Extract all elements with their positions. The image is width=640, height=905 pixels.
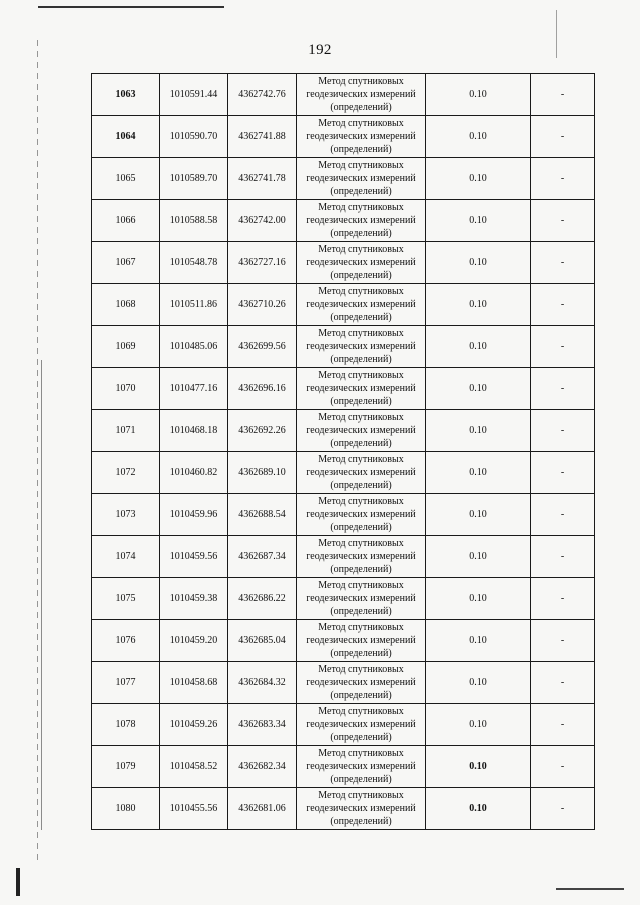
- method-line: Метод спутниковых: [318, 244, 404, 255]
- y-coordinate-cell: 4362682.34: [228, 746, 297, 788]
- method-cell: [297, 662, 426, 704]
- table-row: [92, 620, 595, 662]
- point-number-cell: 1072: [92, 452, 160, 494]
- x-coordinate-cell: 1010468.18: [160, 410, 228, 452]
- x-coordinate-cell: 1010459.20: [160, 620, 228, 662]
- x-coordinate-cell: 1010511.86: [160, 284, 228, 326]
- y-coordinate-cell: 4362742.76: [228, 74, 297, 116]
- point-number-cell: 1074: [92, 536, 160, 578]
- table-row: [92, 536, 595, 578]
- note-cell: -: [531, 116, 595, 158]
- table-row: [92, 116, 595, 158]
- x-coordinate-cell: 1010590.70: [160, 116, 228, 158]
- y-coordinate-cell: 4362685.04: [228, 620, 297, 662]
- point-number-cell: 1063: [92, 74, 160, 116]
- method-line: геодезических измерений: [306, 425, 416, 436]
- method-line: Метод спутниковых: [318, 496, 404, 507]
- point-number-cell: 1071: [92, 410, 160, 452]
- method-cell: [297, 536, 426, 578]
- accuracy-cell: 0.10: [426, 410, 531, 452]
- point-number-cell: 1067: [92, 242, 160, 284]
- y-coordinate-cell: 4362727.16: [228, 242, 297, 284]
- point-number-cell: 1070: [92, 368, 160, 410]
- y-coordinate-cell: 4362696.16: [228, 368, 297, 410]
- method-line: геодезических измерений: [306, 803, 416, 814]
- method-line: Метод спутниковых: [318, 748, 404, 759]
- accuracy-cell: 0.10: [426, 578, 531, 620]
- x-coordinate-cell: 1010477.16: [160, 368, 228, 410]
- method-line: геодезических измерений: [306, 131, 416, 142]
- method-line: геодезических измерений: [306, 467, 416, 478]
- method-line: Метод спутниковых: [318, 580, 404, 591]
- point-number-cell: 1075: [92, 578, 160, 620]
- method-cell: [297, 242, 426, 284]
- note-cell: -: [531, 704, 595, 746]
- method-line: Метод спутниковых: [318, 706, 404, 717]
- accuracy-cell: 0.10: [426, 284, 531, 326]
- method-line: Метод спутниковых: [318, 664, 404, 675]
- method-line: (определений): [330, 606, 392, 617]
- note-cell: -: [531, 620, 595, 662]
- note-cell: -: [531, 158, 595, 200]
- method-line: (определений): [330, 522, 392, 533]
- x-coordinate-cell: 1010459.38: [160, 578, 228, 620]
- method-line: геодезических измерений: [306, 593, 416, 604]
- x-coordinate-cell: 1010548.78: [160, 242, 228, 284]
- method-cell: [297, 116, 426, 158]
- method-line: Метод спутниковых: [318, 538, 404, 549]
- method-cell: [297, 200, 426, 242]
- accuracy-cell: 0.10: [426, 326, 531, 368]
- x-coordinate-cell: 1010459.96: [160, 494, 228, 536]
- y-coordinate-cell: 4362688.54: [228, 494, 297, 536]
- scan-artifact-left-margin: [37, 40, 38, 860]
- accuracy-cell: 0.10: [426, 536, 531, 578]
- method-line: Метод спутниковых: [318, 370, 404, 381]
- method-line: Метод спутниковых: [318, 286, 404, 297]
- note-cell: -: [531, 326, 595, 368]
- x-coordinate-cell: 1010460.82: [160, 452, 228, 494]
- method-cell: [297, 494, 426, 536]
- method-line: Метод спутниковых: [318, 454, 404, 465]
- method-cell: [297, 578, 426, 620]
- method-line: геодезических измерений: [306, 551, 416, 562]
- note-cell: -: [531, 200, 595, 242]
- accuracy-cell: 0.10: [426, 200, 531, 242]
- coordinates-table-body: [92, 74, 595, 830]
- x-coordinate-cell: 1010459.56: [160, 536, 228, 578]
- method-line: (определений): [330, 732, 392, 743]
- y-coordinate-cell: 4362699.56: [228, 326, 297, 368]
- method-cell: [297, 452, 426, 494]
- method-cell: [297, 620, 426, 662]
- method-line: (определений): [330, 690, 392, 701]
- point-number-cell: 1078: [92, 704, 160, 746]
- method-line: Метод спутниковых: [318, 790, 404, 801]
- accuracy-cell: 0.10: [426, 494, 531, 536]
- page-number: 192: [308, 42, 332, 58]
- method-cell: [297, 704, 426, 746]
- method-line: геодезических измерений: [306, 299, 416, 310]
- scan-artifact-top-line: [38, 6, 224, 8]
- y-coordinate-cell: 4362683.34: [228, 704, 297, 746]
- point-number-cell: 1068: [92, 284, 160, 326]
- point-number-cell: 1079: [92, 746, 160, 788]
- point-number-cell: 1077: [92, 662, 160, 704]
- y-coordinate-cell: 4362741.78: [228, 158, 297, 200]
- method-line: геодезических измерений: [306, 509, 416, 520]
- table-row: [92, 368, 595, 410]
- method-line: Метод спутниковых: [318, 328, 404, 339]
- accuracy-cell: 0.10: [426, 242, 531, 284]
- accuracy-cell: 0.10: [426, 788, 531, 830]
- method-line: (определений): [330, 228, 392, 239]
- method-line: (определений): [330, 144, 392, 155]
- coordinates-table: [91, 73, 595, 830]
- table-row: [92, 788, 595, 830]
- table-row: [92, 158, 595, 200]
- x-coordinate-cell: 1010485.06: [160, 326, 228, 368]
- accuracy-cell: 0.10: [426, 746, 531, 788]
- table-row: [92, 704, 595, 746]
- method-line: (определений): [330, 354, 392, 365]
- y-coordinate-cell: 4362742.00: [228, 200, 297, 242]
- method-line: (определений): [330, 270, 392, 281]
- note-cell: -: [531, 788, 595, 830]
- point-number-cell: 1065: [92, 158, 160, 200]
- accuracy-cell: 0.10: [426, 452, 531, 494]
- method-line: геодезических измерений: [306, 173, 416, 184]
- x-coordinate-cell: 1010458.68: [160, 662, 228, 704]
- method-cell: [297, 74, 426, 116]
- note-cell: -: [531, 410, 595, 452]
- method-line: геодезических измерений: [306, 761, 416, 772]
- y-coordinate-cell: 4362710.26: [228, 284, 297, 326]
- accuracy-cell: 0.10: [426, 116, 531, 158]
- method-line: (определений): [330, 480, 392, 491]
- method-line: (определений): [330, 564, 392, 575]
- point-number-cell: 1073: [92, 494, 160, 536]
- method-line: геодезических измерений: [306, 215, 416, 226]
- table-row: [92, 200, 595, 242]
- note-cell: -: [531, 284, 595, 326]
- accuracy-cell: 0.10: [426, 662, 531, 704]
- x-coordinate-cell: 1010459.26: [160, 704, 228, 746]
- method-cell: [297, 326, 426, 368]
- method-line: геодезических измерений: [306, 635, 416, 646]
- method-cell: [297, 746, 426, 788]
- note-cell: -: [531, 662, 595, 704]
- method-line: геодезических измерений: [306, 89, 416, 100]
- x-coordinate-cell: 1010591.44: [160, 74, 228, 116]
- note-cell: -: [531, 746, 595, 788]
- y-coordinate-cell: 4362692.26: [228, 410, 297, 452]
- accuracy-cell: 0.10: [426, 368, 531, 410]
- table-row: [92, 284, 595, 326]
- method-line: Метод спутниковых: [318, 76, 404, 87]
- table-row: [92, 242, 595, 284]
- note-cell: -: [531, 74, 595, 116]
- point-number-cell: 1080: [92, 788, 160, 830]
- note-cell: -: [531, 242, 595, 284]
- method-cell: [297, 410, 426, 452]
- scan-artifact-left-margin-line: [41, 360, 42, 830]
- method-line: Метод спутниковых: [318, 160, 404, 171]
- table-row: [92, 410, 595, 452]
- method-line: Метод спутниковых: [318, 412, 404, 423]
- table-row: [92, 494, 595, 536]
- accuracy-cell: 0.10: [426, 158, 531, 200]
- method-line: Метод спутниковых: [318, 118, 404, 129]
- y-coordinate-cell: 4362689.10: [228, 452, 297, 494]
- x-coordinate-cell: 1010589.70: [160, 158, 228, 200]
- y-coordinate-cell: 4362681.06: [228, 788, 297, 830]
- method-line: (определений): [330, 312, 392, 323]
- method-line: Метод спутниковых: [318, 622, 404, 633]
- point-number-cell: 1076: [92, 620, 160, 662]
- note-cell: -: [531, 536, 595, 578]
- point-number-cell: 1069: [92, 326, 160, 368]
- method-line: Метод спутниковых: [318, 202, 404, 213]
- method-line: (определений): [330, 438, 392, 449]
- table-row: [92, 326, 595, 368]
- point-number-cell: 1066: [92, 200, 160, 242]
- method-line: (определений): [330, 648, 392, 659]
- x-coordinate-cell: 1010588.58: [160, 200, 228, 242]
- note-cell: -: [531, 578, 595, 620]
- table-row: [92, 746, 595, 788]
- note-cell: -: [531, 494, 595, 536]
- accuracy-cell: 0.10: [426, 74, 531, 116]
- method-line: геодезических измерений: [306, 719, 416, 730]
- y-coordinate-cell: 4362686.22: [228, 578, 297, 620]
- y-coordinate-cell: 4362684.32: [228, 662, 297, 704]
- accuracy-cell: 0.10: [426, 704, 531, 746]
- x-coordinate-cell: 1010458.52: [160, 746, 228, 788]
- method-line: (определений): [330, 186, 392, 197]
- method-cell: [297, 368, 426, 410]
- method-cell: [297, 284, 426, 326]
- y-coordinate-cell: 4362687.34: [228, 536, 297, 578]
- table-row: [92, 578, 595, 620]
- note-cell: -: [531, 368, 595, 410]
- point-number-cell: 1064: [92, 116, 160, 158]
- table-row: [92, 452, 595, 494]
- accuracy-cell: 0.10: [426, 620, 531, 662]
- x-coordinate-cell: 1010455.56: [160, 788, 228, 830]
- method-line: геодезических измерений: [306, 341, 416, 352]
- method-line: геодезических измерений: [306, 677, 416, 688]
- method-line: (определений): [330, 102, 392, 113]
- method-line: геодезических измерений: [306, 383, 416, 394]
- scan-artifact-bottom-edge: [16, 868, 20, 896]
- method-cell: [297, 788, 426, 830]
- scan-artifact-bottom-line: [556, 888, 624, 890]
- method-line: (определений): [330, 396, 392, 407]
- method-line: геодезических измерений: [306, 257, 416, 268]
- method-cell: [297, 158, 426, 200]
- table-row: [92, 662, 595, 704]
- note-cell: -: [531, 452, 595, 494]
- method-line: (определений): [330, 774, 392, 785]
- y-coordinate-cell: 4362741.88: [228, 116, 297, 158]
- table-row: [92, 74, 595, 116]
- method-line: (определений): [330, 816, 392, 827]
